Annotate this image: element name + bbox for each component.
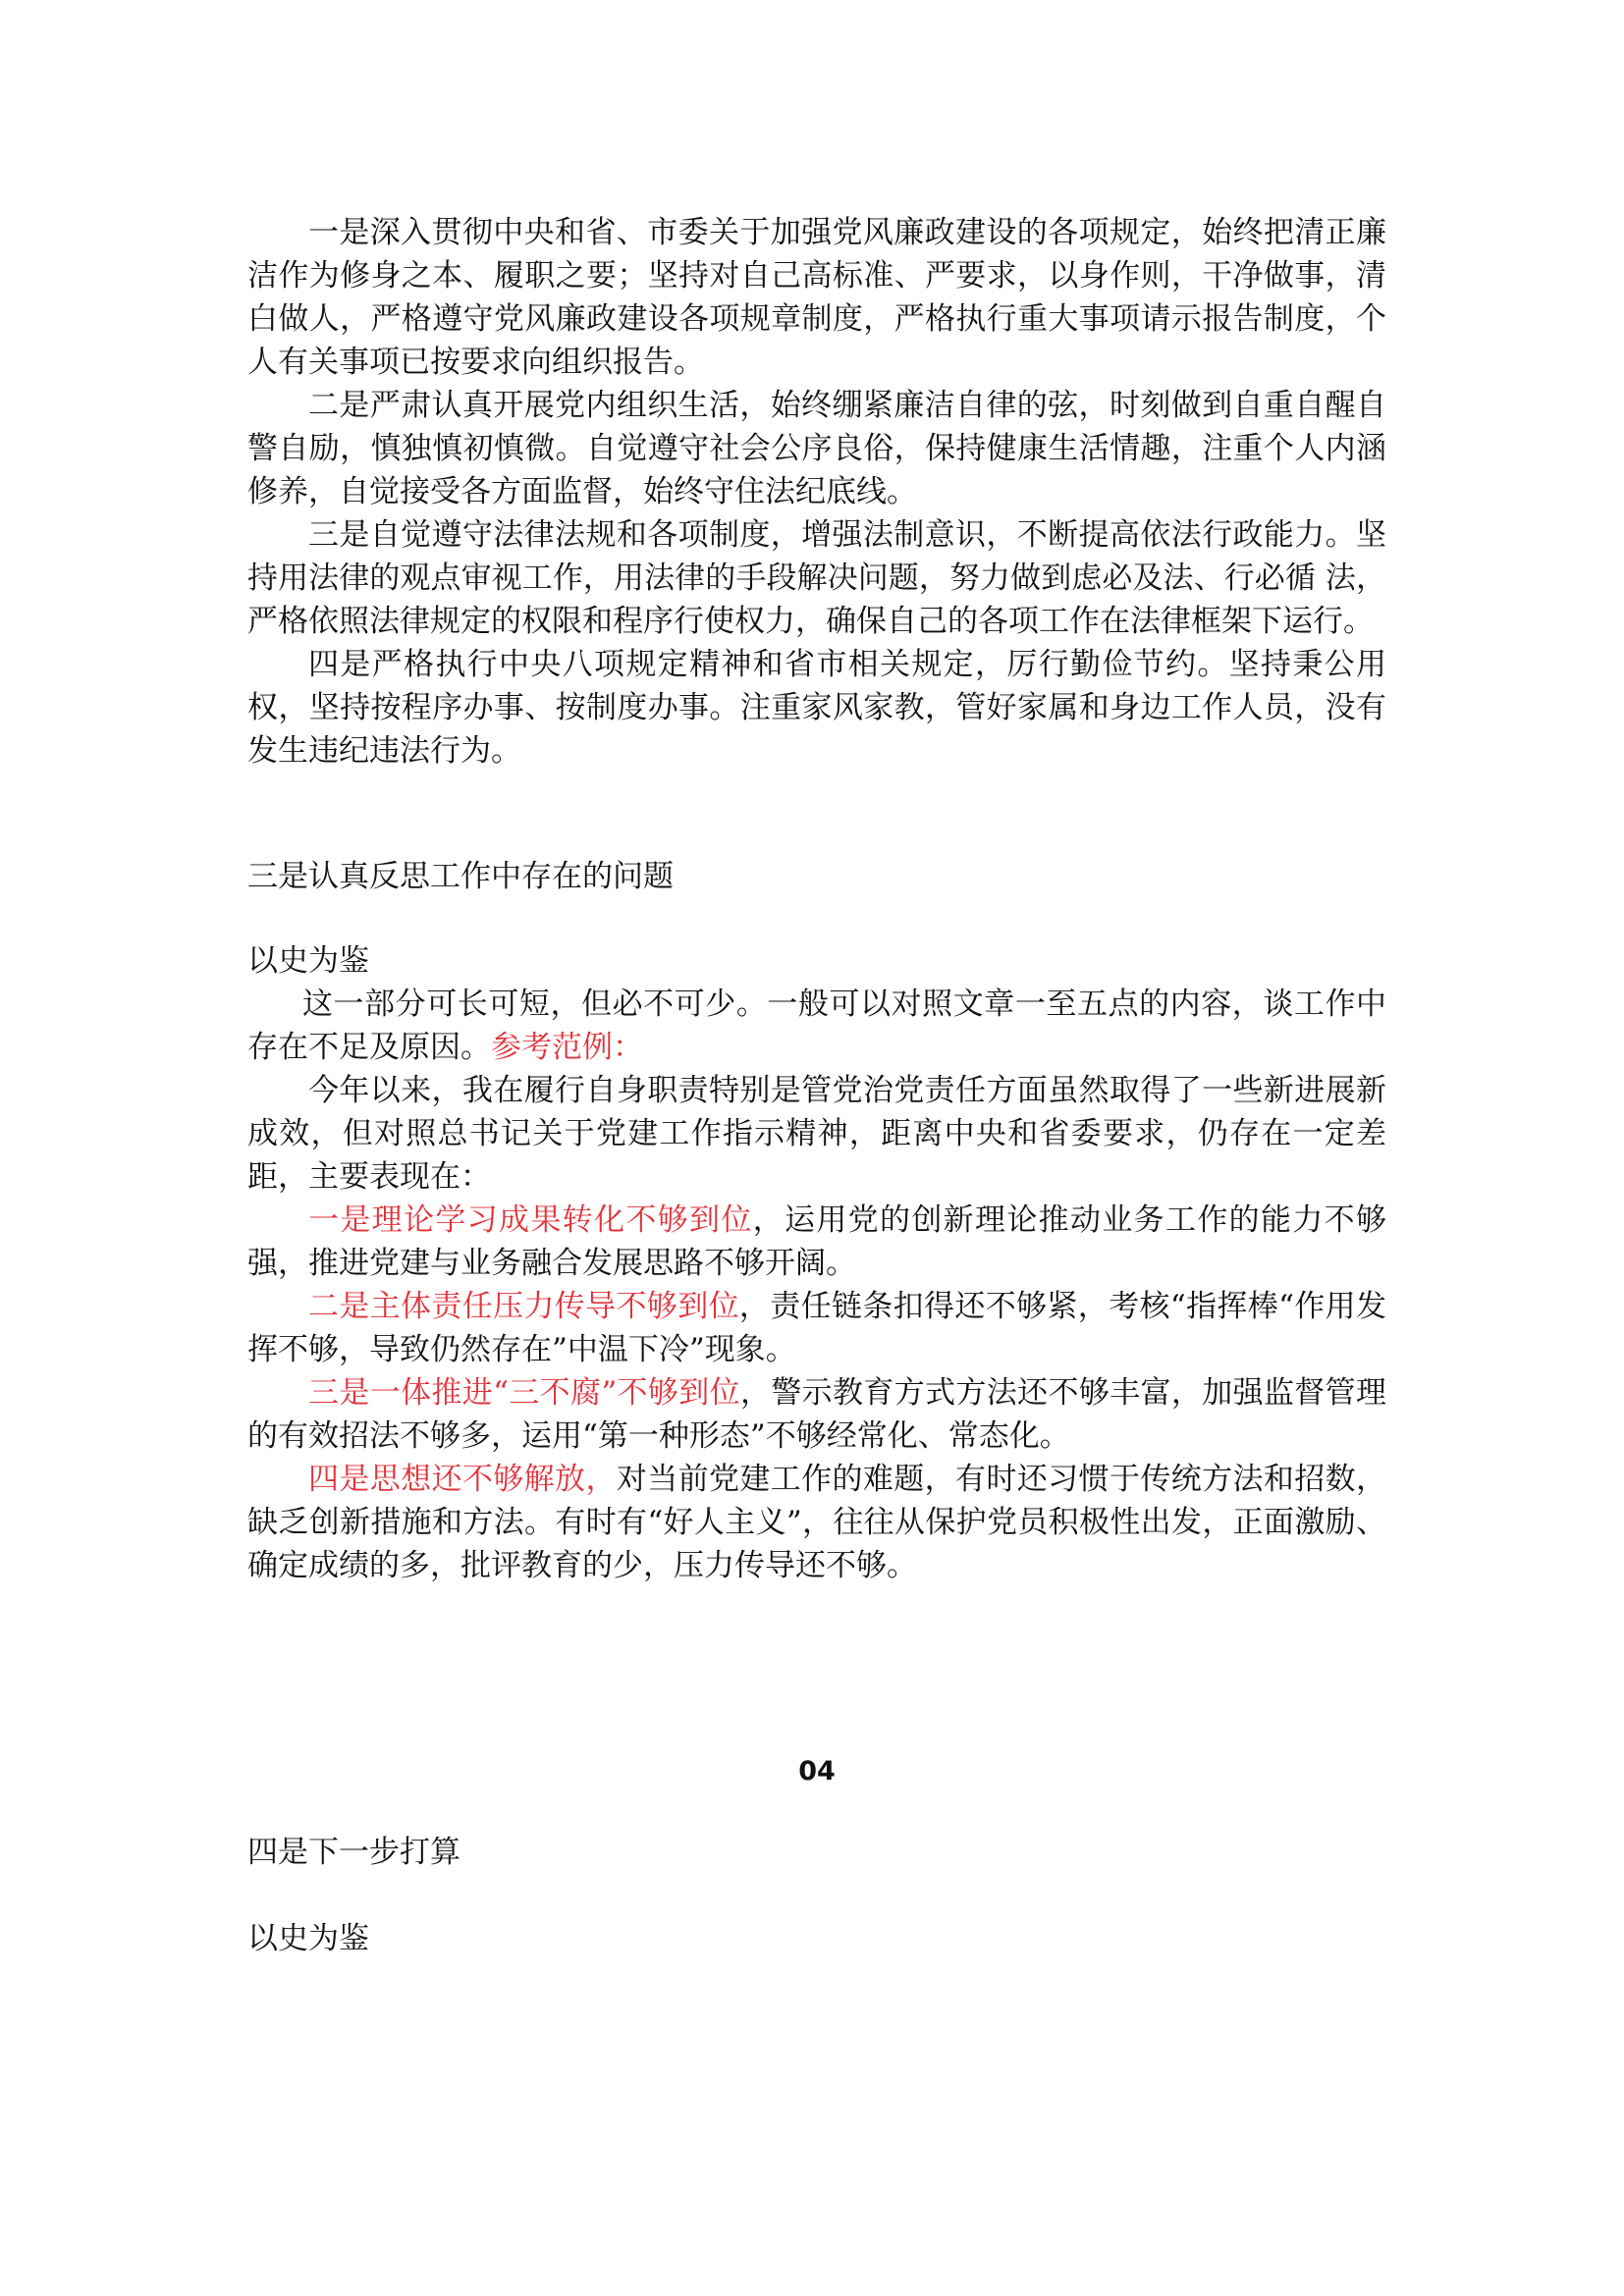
example-label: 参考范例： — [491, 1030, 643, 1065]
spacer — [247, 1587, 1386, 1752]
problem-item-4 — [247, 1458, 1386, 1587]
problem-item-2-title: 二是主体责任压力传导不够到位 — [308, 1289, 739, 1324]
section-heading-problems: 三是认真反思工作中存在的问题 — [247, 859, 674, 894]
spacer — [247, 1874, 1386, 1917]
spacer — [247, 773, 1386, 855]
guidance-text: 这一部分可长可短，但必不可少。一般可以对照文章一至五点的内容，谈工作中存在不足及原因。 — [247, 987, 1386, 1065]
problem-item-2 — [247, 1285, 1386, 1371]
problem-item-4-title: 四是思想还不够解放， — [308, 1462, 617, 1497]
problem-item-4-text: 对当前党建工作的难题，有时还习惯于传统方法和招数，缺乏创新措施和方法。有时有“好人主义”，往往从保护党员积极性出发，正面激励、确定成绩的多，批评教育的少，压力传导还不够。 — [247, 1462, 1387, 1583]
paragraph-summary: 今年以来，我在履行自身职责特别是管党治党责任方面虽然取得了一些新进展新成效，但对照总书记关于党建工作指示精神，距离中央和省委要求，仍存在一定差距，主要表现在： — [247, 1073, 1386, 1195]
problem-item-3 — [247, 1371, 1386, 1458]
paragraph-discipline-1: 一是深入贯彻中央和省、市委关于加强党风廉政建设的各项规定，始终把清正廉洁作为修身之本、履职之要；坚持对自己高标准、严要求，以身作则，干净做事，清白做人，严格遵守党风廉政建设各项规章制度，严格执行重大事项请示报告制度，个人有关事项已按要求向组织报告。 — [247, 215, 1386, 380]
problem-item-2-text: ，责任链条扣得还不够紧，考核“指挥棒“作用发挥不够，导致仍然存在”中温下冷”现象。 — [247, 1289, 1386, 1367]
section-subheading-problems: 以史为鉴 — [247, 943, 369, 979]
problem-item-1 — [247, 1199, 1386, 1285]
problem-item-3-title: 三是一体推进“三不腐”不够到位 — [308, 1375, 740, 1411]
section-heading-next-steps: 四是下一步打算 — [247, 1835, 460, 1870]
section-number: 04 — [798, 1756, 836, 1787]
section-subheading-next-steps: 以史为鉴 — [247, 1921, 369, 1956]
paragraph-discipline-4: 四是严格执行中央八项规定精神和省市相关规定，厉行勤俭节约。坚持秉公用权，坚持按程序办事、按制度办事。注重家风家教，管好家属和身边工作人员，没有发生违纪违法行为。 — [247, 647, 1386, 769]
problem-item-1-title: 一是理论学习成果转化不够到位 — [308, 1202, 753, 1238]
problem-item-3-text: ，警示教育方式方法还不够丰富，加强监督管理的有效招法不够多，运用“第一种形态”不够经常化、常态化。 — [247, 1375, 1386, 1454]
paragraph-discipline-2: 二是严肃认真开展党内组织生活，始终绷紧廉洁自律的弦，时刻做到自重自醒自警自励，慎独慎初慎微。自觉遵守社会公序良俗，保持健康生活情趣，注重个人内涵修养，自觉接受各方面监督，始终守住法纪底线。 — [247, 388, 1386, 509]
paragraph-guidance — [247, 983, 1386, 1069]
document-body — [247, 211, 1386, 1960]
paragraph-discipline-3: 三是自觉遵守法律法规和各项制度，增强法制意识，不断提高依法行政能力。坚持用法律的观点审视工作，用法律的手段解决问题，努力做到虑必及法、行必循 法，严格依照法律规定的权限和程序行使权力，确保自己的各项工作在法律框架下运行。 — [247, 517, 1386, 639]
spacer — [247, 898, 1386, 939]
spacer — [247, 1791, 1386, 1831]
problem-item-1-text: ，运用党的创新理论推动业务工作的能力不够强，推进党建与业务融合发展思路不够开阔。 — [247, 1202, 1387, 1281]
